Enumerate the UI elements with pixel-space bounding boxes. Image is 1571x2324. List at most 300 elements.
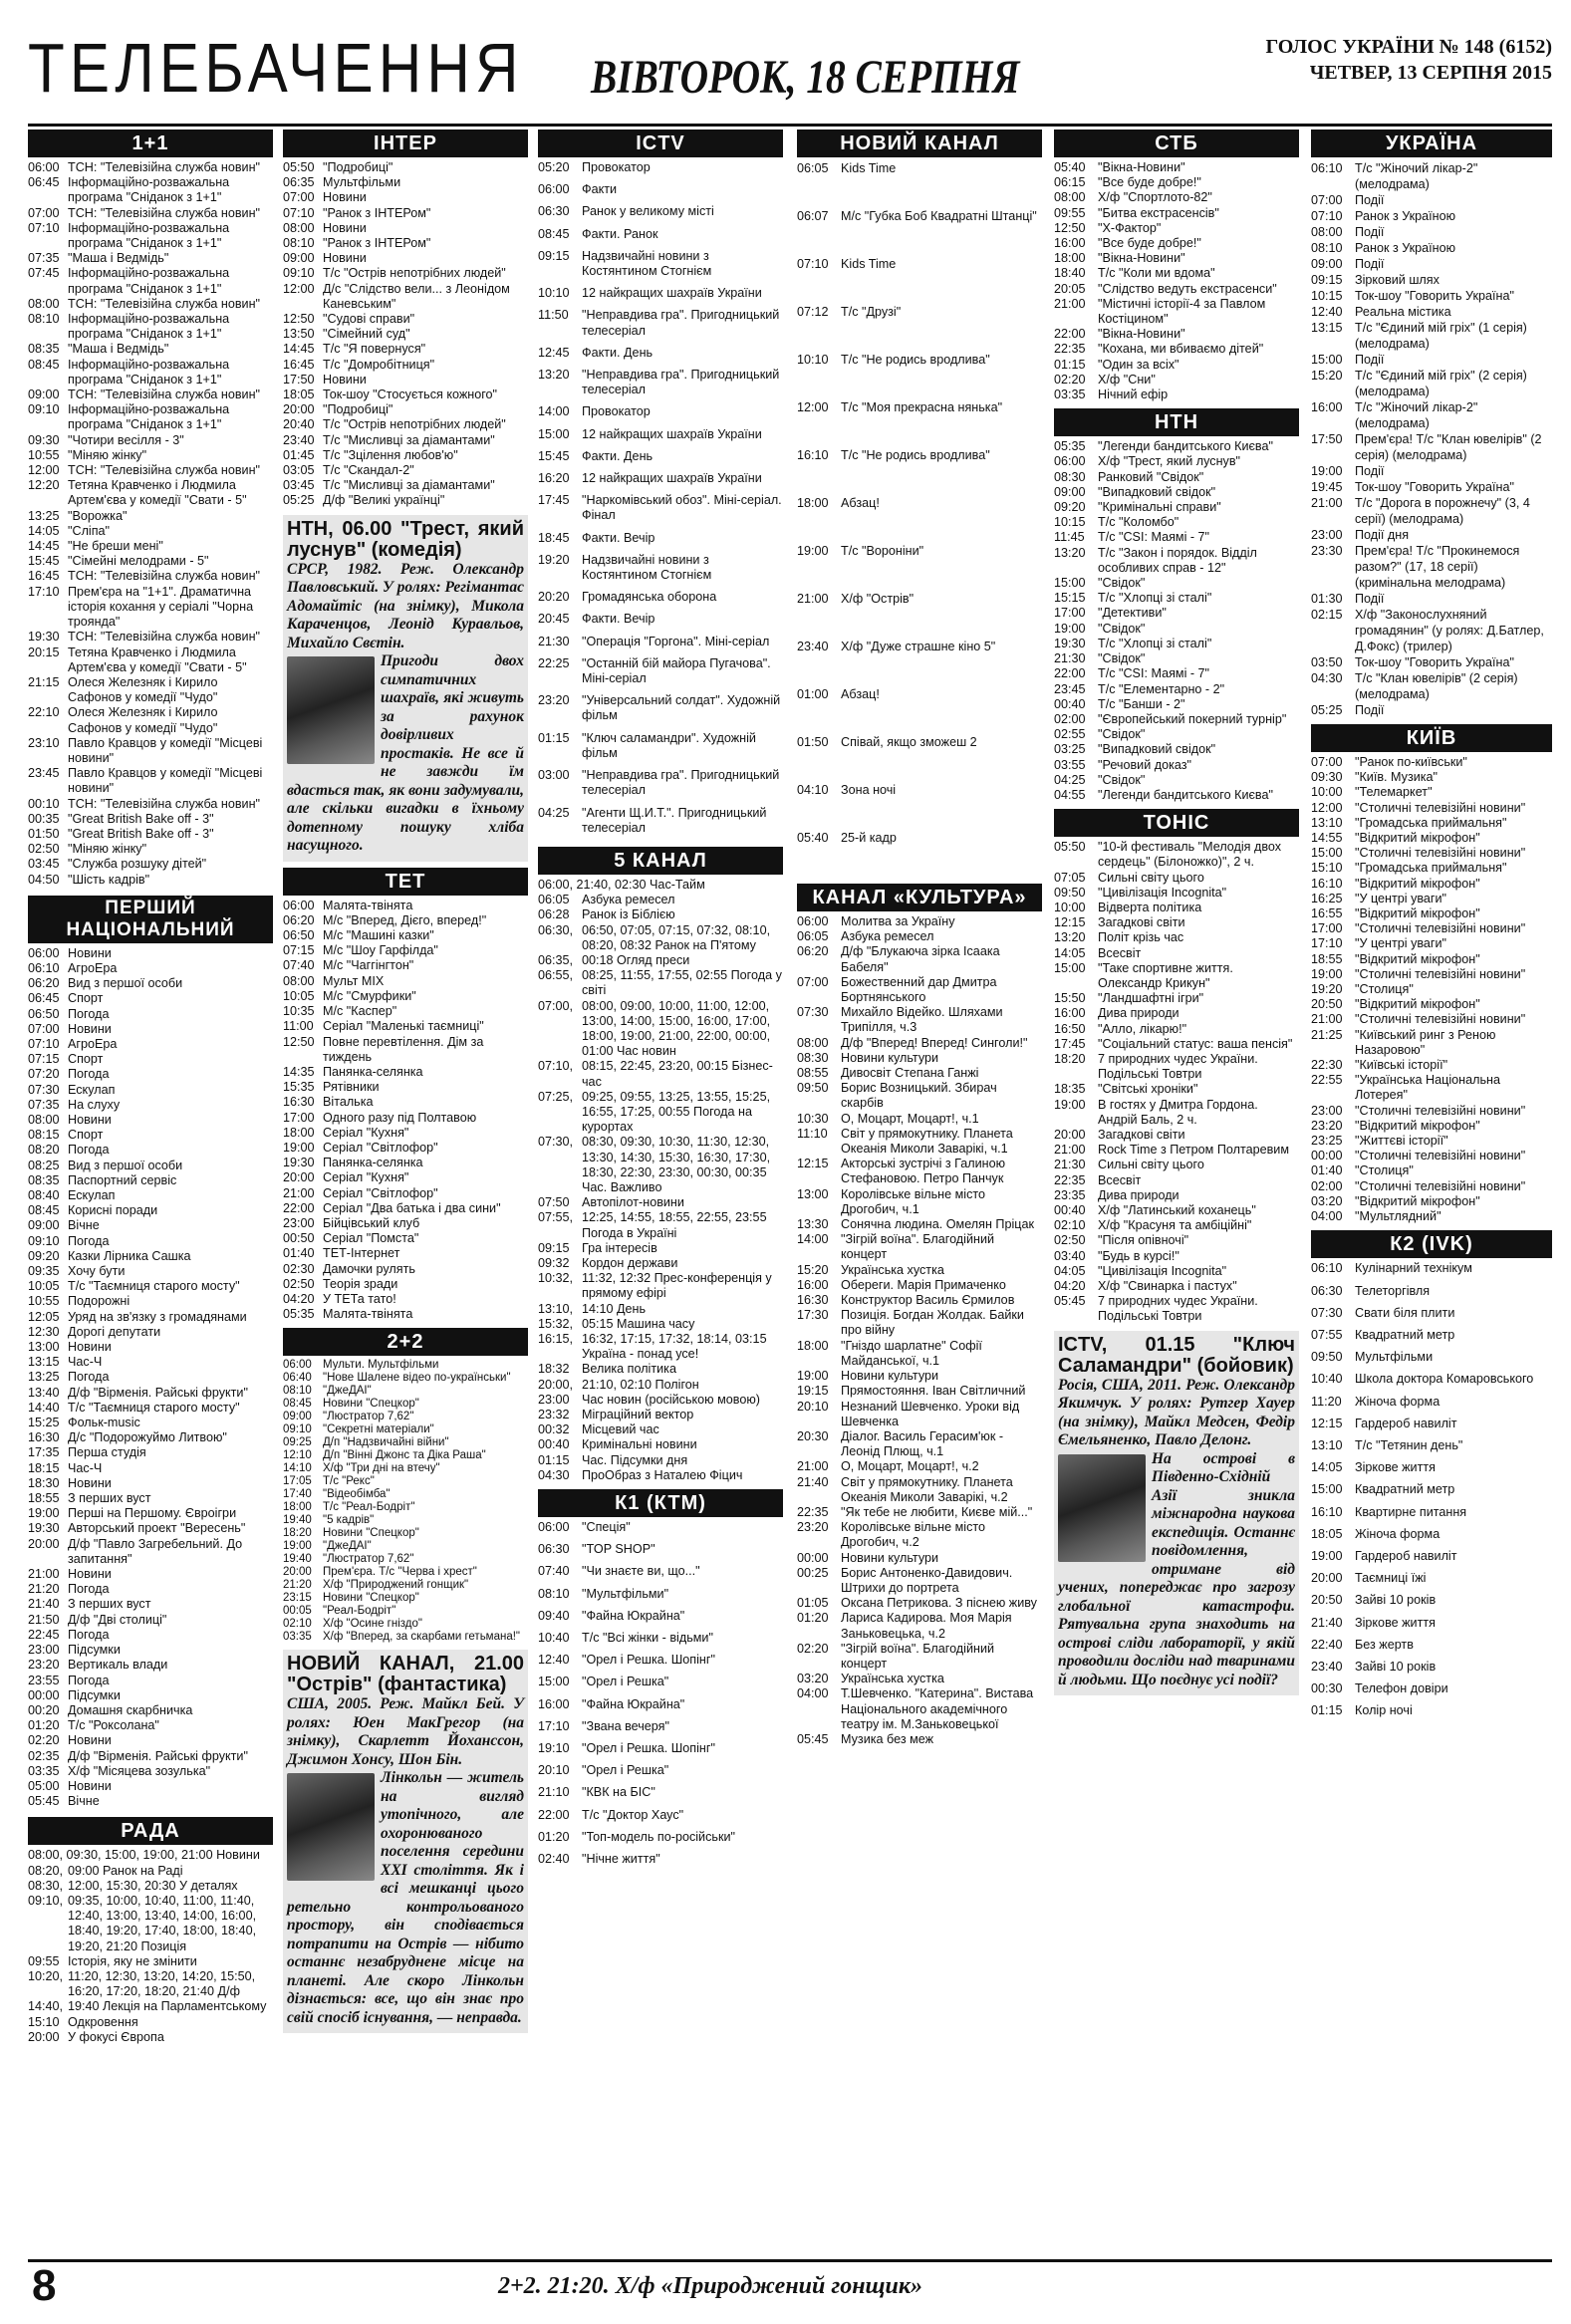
schedule-row: [283, 899, 528, 913]
schedule-row: [538, 404, 783, 419]
schedule-list: [1311, 1261, 1552, 1718]
schedule-row: [283, 958, 528, 973]
airtime: 07:15: [28, 1052, 60, 1067]
program-title: "Подробиці": [323, 402, 393, 417]
airtime: 23:20: [28, 1658, 60, 1673]
schedule-row: [28, 524, 273, 539]
program-title: М/с "Чаггінгтон": [323, 958, 414, 973]
airtime: 09:10: [28, 402, 60, 417]
schedule-row: [797, 830, 1042, 847]
schedule-row: [28, 554, 273, 569]
program-title: Д/п "Вінні Джонс та Діка Раша": [323, 1449, 486, 1462]
program-title: Дива природи: [1098, 1006, 1179, 1021]
airtime: 12:00: [797, 400, 829, 414]
schedule-row: [538, 1378, 783, 1393]
schedule-list: [28, 160, 273, 888]
schedule-row: [538, 907, 783, 922]
airtime: 21:40: [1311, 1615, 1343, 1630]
schedule-row: [28, 1264, 273, 1279]
program-title: Українська хустка: [841, 1262, 944, 1277]
schedule-row: [28, 857, 273, 872]
schedule-row: [797, 1672, 1042, 1686]
schedule-row: [1054, 342, 1299, 357]
schedule-row: [283, 1566, 528, 1579]
schedule-row: [283, 1462, 528, 1475]
program-title: "Столичні телевізійні новини": [1355, 1103, 1526, 1118]
schedule-row: [1054, 1022, 1299, 1037]
schedule-list: [797, 914, 1042, 1747]
schedule-row: [28, 1067, 273, 1082]
program-title: Віталька: [323, 1095, 374, 1110]
program-title: Перша студія: [68, 1445, 146, 1460]
airtime: 15:15: [1054, 591, 1086, 606]
airtime: 19:30: [283, 1156, 315, 1170]
program-title: Т/с "Мисливці за діамантами": [323, 478, 495, 493]
schedule-row: [1054, 666, 1299, 681]
airtime: 12:05: [28, 1309, 60, 1324]
program-title: "Відеобімба": [323, 1488, 391, 1501]
program-title: Факти: [582, 182, 618, 197]
schedule-row: [797, 304, 1042, 321]
airtime: 18:20: [1054, 1051, 1086, 1066]
schedule-row: [797, 1520, 1042, 1550]
airtime: 20:45: [538, 612, 570, 627]
airtime: 06:50: [283, 928, 315, 943]
airtime: 08:10: [283, 236, 315, 251]
airtime: 21:40: [28, 1597, 60, 1612]
schedule-row: [1311, 240, 1552, 256]
schedule-row: [538, 346, 783, 361]
program-title: Подорожні: [68, 1294, 131, 1309]
airtime: 05:50: [1054, 840, 1086, 855]
program-title: Rock Time з Петром Полтаревим: [1098, 1143, 1289, 1158]
airtime: 19:00: [1311, 966, 1343, 981]
airtime: 16:30: [283, 1095, 315, 1110]
program-title: Т/с "Друзі": [841, 305, 902, 319]
program-title: Надзвичайні новини з Костянтином Стогнієм: [582, 248, 712, 279]
airtime: 17:00: [283, 1110, 315, 1125]
program-title: "Ранок з ІНТЕРом": [323, 205, 431, 220]
schedule-row: [538, 493, 783, 523]
schedule-row: [1311, 1571, 1552, 1586]
program-title: Ескулап: [68, 1188, 116, 1202]
schedule-row: [1311, 1134, 1552, 1149]
program-title: "Ворожка": [68, 508, 128, 523]
column-1: [28, 129, 273, 2045]
airtime: 12:45: [538, 345, 570, 360]
airtime: 15:45: [538, 448, 570, 463]
schedule-row: [28, 1506, 273, 1521]
header-rule: [28, 124, 1552, 127]
program-title: "Подробиці": [323, 160, 393, 174]
schedule-list: [28, 946, 273, 1810]
program-title: Т/с "Коли ми вдома": [1098, 266, 1215, 281]
schedule-row: [538, 1785, 783, 1800]
schedule-row: [1311, 1328, 1552, 1343]
airtime: 07:30: [797, 1005, 829, 1020]
promo-heading: НОВИЙ КАНАЛ, 21.00 "Острів" (фантастика): [287, 1653, 524, 1696]
schedule-row: [797, 1369, 1042, 1384]
program-title: Всесвіт: [1098, 1172, 1142, 1187]
program-title: Підсумки: [68, 1687, 121, 1702]
schedule-row: [538, 1564, 783, 1579]
airtime: 20:00: [283, 402, 315, 417]
airtime: 23:00: [283, 1215, 315, 1230]
airtime: 07:00: [28, 1021, 60, 1036]
program-title: Борис Антоненко-Давидович. Штрихи до портрета: [841, 1565, 1013, 1595]
schedule-row: [538, 968, 783, 998]
airtime: 07:10: [1311, 209, 1343, 223]
program-title: "Зігрій воїна". Благодійний концерт: [841, 1232, 995, 1262]
airtime: 20:50: [1311, 1593, 1343, 1608]
program-title: Вічне: [68, 1794, 100, 1809]
promo-heading: ICTV, 01.15 "Ключ Саламандри" (бойовик): [1058, 1333, 1295, 1377]
airtime: 06:00: [797, 914, 829, 928]
schedule-row: [28, 1764, 273, 1779]
film-promo: [1054, 1331, 1299, 1696]
program-title: "Столичні телевізійні новини": [1355, 966, 1526, 981]
airtime: 02:10: [283, 1618, 312, 1631]
airtime: 09:15: [538, 248, 570, 263]
program-title: Повне перевтілення. Дім за тиждень: [323, 1034, 484, 1064]
schedule-row: [1311, 1012, 1552, 1027]
schedule-row: [28, 1999, 273, 2014]
program-title: Зіркове життя: [1355, 1615, 1436, 1630]
schedule-row: [1311, 906, 1552, 921]
schedule-row: [1311, 1638, 1552, 1653]
schedule-row: [1054, 1188, 1299, 1203]
schedule-row: [538, 471, 783, 486]
schedule-row: [283, 1111, 528, 1126]
airtime: 06:05: [797, 929, 829, 944]
promo-synopsis: На острові в Південно-Східній Азії зникла міжнародна наукова експедиція. Останнє повідомлення, отримане від учених, попереджає про загрозу глобальної катастрофи. Рятувальна група знаходить на острові сліди лабораторії, у якій проводили досліди над тваринами й людьми. Що поєднує усі події?: [1058, 1449, 1295, 1688]
program-title: "Мультфільми": [582, 1586, 669, 1601]
airtime: 09:30: [1311, 770, 1343, 785]
airtime: 13:20: [538, 368, 570, 383]
program-title: Х/ф "Свинарка і пастух": [1098, 1279, 1237, 1294]
program-title: Павло Кравцов у комедії "Місцеві новини": [68, 766, 263, 796]
program-title: Т/с "Рекс": [323, 1475, 375, 1488]
airtime: 00:00: [28, 1687, 60, 1702]
schedule-row: [28, 1203, 273, 1218]
airtime: 03:05: [283, 463, 315, 478]
program-title: Т/с "Таємниця старого мосту": [68, 1400, 240, 1415]
schedule-row: [28, 160, 273, 175]
airtime: 01:20: [538, 1829, 570, 1844]
program-title: "Судові справи": [323, 312, 415, 327]
airtime: 13:00: [28, 1340, 60, 1355]
airtime: 16:30: [797, 1293, 829, 1308]
airtime: 04:20: [283, 1291, 315, 1306]
program-title: "Ранок з ІНТЕРом": [323, 236, 431, 251]
airtime: 23:32: [538, 1408, 570, 1422]
airtime: 06:30: [538, 204, 570, 219]
program-title: Сонячна людина. Омелян Пріцак: [841, 1217, 1034, 1232]
schedule-row: [1054, 758, 1299, 773]
program-title: Х/ф "Красуня та амбіційні": [1098, 1218, 1252, 1233]
channel-header: НОВИЙ КАНАЛ: [797, 129, 1042, 157]
airtime: 10:00: [1054, 900, 1086, 914]
airtime: 21:20: [283, 1579, 312, 1592]
program-title: Світ у прямокутнику. Планета Океанія Миколи Заварікі, ч.2: [841, 1474, 1013, 1504]
program-title: "У центрі уваги": [1355, 891, 1447, 905]
schedule-row: [28, 1052, 273, 1067]
airtime: 12:00: [283, 281, 315, 296]
schedule-row: [1054, 206, 1299, 221]
program-title: Т/с "Дорога в порожнечу" (3, 4 серії) (мелодрама): [1355, 496, 1530, 526]
airtime: 10:15: [1311, 289, 1343, 303]
airtime: 07:00: [283, 190, 315, 205]
airtime: 08:45: [538, 226, 570, 241]
airtime: 21:30: [1054, 1158, 1086, 1172]
schedule-row: [538, 1210, 783, 1240]
airtime: 17:40: [283, 1488, 312, 1501]
airtime: 07:10: [283, 205, 315, 220]
airtime: 02:35: [28, 1748, 60, 1763]
program-title: Події: [1355, 193, 1385, 207]
program-title: Т/с "Єдиний мій гріх" (1 серія) (мелодрама): [1355, 321, 1527, 351]
schedule-row: [28, 1083, 273, 1098]
airtime: 08:40: [28, 1188, 60, 1202]
schedule-row: [28, 358, 273, 387]
airtime: 07:15: [283, 943, 315, 958]
program-title: "Цивілізація Incognita": [1098, 885, 1227, 900]
program-title: 08:15, 22:45, 23:20, 00:15 Бізнес-час: [582, 1059, 773, 1089]
airtime: 13:30: [797, 1217, 829, 1232]
program-title: "Життєві історії": [1355, 1134, 1448, 1149]
schedule-row: [283, 175, 528, 190]
program-title: "Орел і Решка": [582, 1675, 669, 1689]
airtime: 04:00: [797, 1686, 829, 1701]
airtime: 05:35: [283, 1307, 315, 1322]
program-title: "Все буде добре!": [1098, 236, 1201, 251]
schedule-list: [1054, 160, 1299, 402]
airtime: 08:20: [28, 1143, 60, 1158]
schedule-row: [283, 463, 528, 478]
airtime: 06:10: [1311, 161, 1343, 175]
airtime: 21:30: [538, 634, 570, 648]
program-title: "Люстратор 7,62": [323, 1411, 414, 1423]
schedule-row: [28, 1188, 273, 1203]
schedule-row: [538, 806, 783, 836]
program-title: "Топ-модель по-російськи": [582, 1829, 735, 1844]
channel-header: ICTV: [538, 129, 783, 157]
schedule-row: [28, 1401, 273, 1416]
airtime: 07:05: [1054, 870, 1086, 885]
program-title: "Міняю жінку": [68, 447, 147, 462]
airtime: 20:50: [1311, 997, 1343, 1012]
schedule-row: [538, 1808, 783, 1823]
program-title: Новини: [323, 190, 367, 205]
channel-header: КАНАЛ «КУЛЬТУРА»: [797, 884, 1042, 911]
schedule-row: [28, 1521, 273, 1536]
channel-header: ПЕРШИЙ НАЦІОНАЛЬНИЙ: [28, 896, 273, 943]
airtime: 11:10: [797, 1126, 828, 1141]
airtime: 16:25: [1311, 891, 1343, 905]
schedule-row: [28, 2015, 273, 2030]
schedule-row: [1311, 1616, 1552, 1631]
airtime: 04:00: [1311, 1209, 1343, 1224]
airtime: 10:10: [538, 286, 570, 301]
schedule-row: [28, 1643, 273, 1658]
schedule-row: [28, 1370, 273, 1385]
schedule-row: [538, 1059, 783, 1089]
program-title: Ескулап: [68, 1082, 116, 1097]
program-title: Т/с "Домробітниця": [323, 357, 435, 372]
schedule-row: [283, 236, 528, 251]
program-title: "Громадська приймальня": [1355, 815, 1507, 830]
airtime: 10:00: [1311, 785, 1343, 800]
airtime: 08:35: [28, 342, 60, 357]
schedule-row: [797, 929, 1042, 944]
program-title: Новини: [68, 1340, 112, 1355]
program-title: "Алло, лікарю!": [1098, 1021, 1187, 1036]
airtime: 08:45: [283, 1398, 312, 1411]
airtime: 02:00: [1311, 1178, 1343, 1193]
airtime: 18:00: [283, 1125, 315, 1140]
channel-header: ТОНІС: [1054, 809, 1299, 837]
promo-credits: СРСР, 1982. Реж. Олександр Павловський. У ролях: Регімантас Адомайтіс (на знімку), Микола Караченцов, Леонід Куравльов, Михайло Свєтін.: [287, 560, 524, 651]
schedule-row: [28, 1128, 273, 1143]
schedule-list: [283, 1359, 528, 1644]
program-title: Мульти. Мультфільми: [323, 1359, 439, 1372]
schedule-row: [1311, 755, 1552, 770]
program-title: Т/с "Єдиний мій гріх" (2 серія) (мелодрама): [1355, 369, 1527, 398]
schedule-row: [797, 591, 1042, 608]
program-title: "Битва екстрасенсів": [1098, 205, 1219, 220]
airtime: 08:00: [797, 1035, 829, 1050]
airtime: 17:50: [283, 372, 315, 387]
schedule-row: [28, 1491, 273, 1506]
program-title: Д/с "Подорожуймо Литвою": [68, 1430, 227, 1445]
program-title: "Таке спортивне життя. Олександр Крикун": [1098, 960, 1233, 990]
schedule-row: [1054, 930, 1299, 945]
airtime: 12:50: [283, 312, 315, 327]
airtime: 18:00: [797, 496, 829, 510]
program-title: Факти. Ранок: [582, 226, 658, 241]
schedule-row: [283, 1292, 528, 1307]
program-title: "Операція "Горгона". Міні-серіал: [582, 634, 770, 648]
program-title: Абзац!: [841, 687, 880, 701]
schedule-row: [538, 693, 783, 723]
program-title: "Столичні телевізійні новини": [1355, 846, 1526, 861]
airtime: 08:00: [28, 296, 60, 311]
airtime: 07:00: [1311, 193, 1343, 207]
airtime: 14:00: [797, 1232, 829, 1247]
program-title: Новини "Спецкор": [323, 1398, 419, 1411]
schedule-row: [1054, 576, 1299, 591]
program-title: "Детективи": [1098, 606, 1167, 621]
program-title: Факти. Вечір: [582, 612, 655, 627]
airtime: 09:25: [283, 1436, 312, 1449]
schedule-row: [28, 630, 273, 645]
airtime: 14:55: [1311, 831, 1343, 846]
airtime: 10:40: [1311, 1372, 1343, 1387]
airtime: 01:15: [538, 730, 570, 745]
airtime: 22:00: [1054, 666, 1086, 681]
schedule-row: [797, 1459, 1042, 1474]
program-title: Факти. День: [582, 448, 654, 463]
program-title: Погода: [68, 1673, 110, 1687]
schedule-row: [28, 797, 273, 812]
airtime: 06:00: [28, 945, 60, 960]
channel-header: 1+1: [28, 129, 273, 157]
airtime: 10:40: [538, 1631, 570, 1646]
schedule-row: [28, 1098, 273, 1113]
schedule-row: [1311, 272, 1552, 288]
schedule-row: [1311, 1149, 1552, 1163]
airtime: 09:50: [797, 1081, 829, 1096]
program-title: "10-й фестиваль "Мелодія двох сердець" (Білоножко)", 2 ч.: [1098, 840, 1282, 870]
airtime: 02:50: [28, 842, 60, 857]
program-title: "Столичні телевізійні новини": [1355, 1012, 1526, 1027]
schedule-row: [1311, 1350, 1552, 1365]
schedule-row: [283, 1141, 528, 1156]
schedule-row: [283, 1156, 528, 1170]
schedule-row: [1054, 622, 1299, 637]
schedule-row: [1311, 495, 1552, 527]
program-title: "Відкритий мікрофон": [1355, 906, 1480, 921]
airtime: 02:15: [1311, 608, 1343, 622]
program-title: Х/ф "Спортлото-82": [1098, 190, 1212, 205]
program-title: Д/ф "Великі українці": [323, 493, 445, 508]
issue-date: ЧЕТВЕР, 13 СЕРПНЯ 2015: [1309, 62, 1552, 84]
program-title: Вид з першої особи: [68, 976, 183, 991]
airtime: 04:30: [538, 1467, 570, 1482]
program-title: "Наркомівський обоз". Міні-серіал. Фінал: [582, 493, 782, 523]
film-promo: [283, 515, 528, 862]
program-title: Д/п "Надзвичайні війни": [323, 1436, 449, 1449]
schedule-row: [1311, 1261, 1552, 1276]
airtime: 04:55: [1054, 787, 1086, 802]
schedule-row: [1311, 607, 1552, 654]
program-title: ТСН: "Телевізійна служба новин": [68, 296, 261, 311]
program-title: "Свідок": [1098, 621, 1146, 636]
program-title: "Київ. Музика": [1355, 770, 1439, 785]
airtime: 16:30: [28, 1430, 60, 1445]
program-title: Теорія зради: [323, 1276, 398, 1291]
airtime: 23:00: [28, 1643, 60, 1658]
schedule-row: [28, 1794, 273, 1809]
airtime: 07:10,: [538, 1059, 574, 1074]
schedule-row: [797, 975, 1042, 1005]
program-title: "Відкритий мікрофон": [1355, 876, 1480, 891]
program-title: Інформаційно-розважальна програма "Сніданок з 1+1": [68, 312, 230, 342]
program-title: Співай, якщо зможеш 2: [841, 735, 977, 749]
schedule-row: [797, 914, 1042, 929]
airtime: 16:00: [797, 1277, 829, 1292]
program-title: 05:15 Машина часу: [582, 1316, 695, 1331]
airtime: 08:00: [28, 1112, 60, 1127]
program-title: "Кохана, ми вбиваємо дітей": [1098, 342, 1264, 357]
schedule-row: [797, 256, 1042, 273]
program-title: "Файна Юкрайна": [582, 1696, 685, 1711]
program-title: Загадкові світи: [1098, 915, 1185, 930]
schedule-row: [538, 249, 783, 279]
program-title: Новини: [323, 251, 367, 266]
airtime: 03:45: [28, 857, 60, 872]
schedule-row: [283, 342, 528, 357]
airtime: 19:40: [283, 1553, 312, 1566]
schedule-row: [1054, 1006, 1299, 1021]
schedule-row: [538, 1520, 783, 1535]
schedule-row: [797, 639, 1042, 655]
program-title: ТСН: "Телевізійна служба новин": [68, 569, 261, 584]
airtime: 09:00: [28, 387, 60, 402]
airtime: 00:20: [28, 1702, 60, 1717]
schedule-row: [797, 495, 1042, 512]
column-6: [1311, 129, 1552, 1726]
